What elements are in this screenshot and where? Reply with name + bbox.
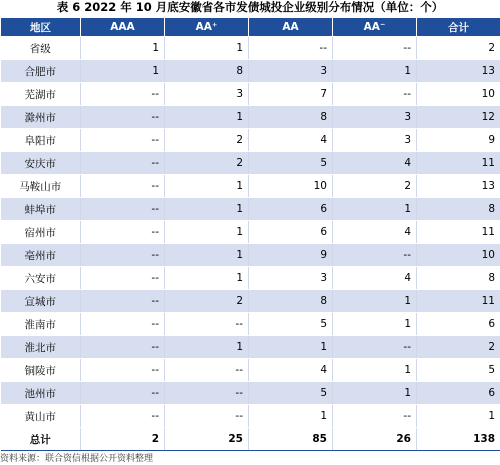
- cell-aa: 4: [249, 359, 333, 382]
- cell-aa: 9: [249, 244, 333, 267]
- cell-aa-minus: 1: [333, 382, 417, 405]
- cell-aaa: 1: [81, 37, 165, 60]
- cell-aa: 10: [249, 175, 333, 198]
- header-region: 地区: [1, 18, 81, 37]
- table-row: [1, 152, 500, 175]
- cell-aa-plus: 2: [165, 290, 249, 313]
- cell-aa-minus: 3: [333, 106, 417, 129]
- table-row: [1, 336, 500, 359]
- cell-total: 9: [417, 129, 500, 152]
- cell-total: 11: [417, 221, 500, 244]
- cell-aa-plus: 2: [165, 152, 249, 175]
- cell-aa-minus: 1: [333, 198, 417, 221]
- total-cell-aa-minus: 26: [333, 428, 417, 451]
- cell-aa-minus: 4: [333, 152, 417, 175]
- cell-aa-plus: --: [165, 382, 249, 405]
- cell-aa-plus: 1: [165, 198, 249, 221]
- cell-aa: 8: [249, 290, 333, 313]
- total-cell-total: 138: [417, 428, 500, 451]
- cell-aa: 4: [249, 129, 333, 152]
- table-row: [1, 129, 500, 152]
- cell-region: 蚌埠市: [1, 198, 81, 221]
- table-caption: 表 6 2022 年 10 月底安徽省各市发债城投企业级别分布情况（单位：个）: [0, 0, 500, 15]
- table-row: [1, 405, 500, 428]
- total-cell-region: 总计: [1, 428, 81, 451]
- cell-region: 芜湖市: [1, 83, 81, 106]
- cell-total: 8: [417, 198, 500, 221]
- cell-total: 5: [417, 359, 500, 382]
- cell-aa-plus: 1: [165, 37, 249, 60]
- cell-aa: 1: [249, 336, 333, 359]
- cell-region: 淮南市: [1, 313, 81, 336]
- cell-aa-minus: --: [333, 244, 417, 267]
- cell-aa-plus: 1: [165, 336, 249, 359]
- cell-aa-minus: 2: [333, 175, 417, 198]
- cell-total: 11: [417, 152, 500, 175]
- cell-aa-minus: 1: [333, 290, 417, 313]
- cell-aa-plus: --: [165, 313, 249, 336]
- source-note: 资料来源：联合资信根据公开资料整理: [0, 453, 500, 465]
- cell-aa-minus: --: [333, 405, 417, 428]
- table-row: [1, 83, 500, 106]
- table-row: [1, 290, 500, 313]
- cell-aa: 3: [249, 60, 333, 83]
- header-total: 合计: [417, 18, 500, 37]
- cell-aa: 1: [249, 405, 333, 428]
- cell-aa-plus: 1: [165, 106, 249, 129]
- cell-aa-plus: 1: [165, 221, 249, 244]
- cell-aaa: --: [81, 336, 165, 359]
- cell-total: 13: [417, 60, 500, 83]
- table-row: [1, 106, 500, 129]
- table-row: [1, 244, 500, 267]
- cell-region: 池州市: [1, 382, 81, 405]
- table-row: [1, 267, 500, 290]
- cell-region: 阜阳市: [1, 129, 81, 152]
- cell-aa-minus: 3: [333, 129, 417, 152]
- cell-aa-minus: --: [333, 37, 417, 60]
- header-aa: AA: [249, 18, 333, 37]
- table-row: [1, 382, 500, 405]
- rating-distribution-table: [0, 17, 500, 451]
- cell-region: 淮北市: [1, 336, 81, 359]
- total-cell-aa-plus: 25: [165, 428, 249, 451]
- cell-aa-plus: 1: [165, 175, 249, 198]
- cell-aaa: --: [81, 198, 165, 221]
- table-row: [1, 313, 500, 336]
- header-aa-minus: AA⁻: [333, 18, 417, 37]
- cell-region: 宣城市: [1, 290, 81, 313]
- cell-aaa: --: [81, 267, 165, 290]
- cell-aa: 8: [249, 106, 333, 129]
- cell-region: 亳州市: [1, 244, 81, 267]
- total-cell-aa: 85: [249, 428, 333, 451]
- cell-total: 6: [417, 382, 500, 405]
- cell-aa-minus: 1: [333, 359, 417, 382]
- cell-total: 11: [417, 290, 500, 313]
- cell-aa-minus: 1: [333, 313, 417, 336]
- cell-aa-plus: --: [165, 359, 249, 382]
- table-row: [1, 60, 500, 83]
- cell-region: 滁州市: [1, 106, 81, 129]
- table-row: [1, 221, 500, 244]
- total-cell-aaa: 2: [81, 428, 165, 451]
- cell-aa: 5: [249, 152, 333, 175]
- cell-aa-minus: 4: [333, 221, 417, 244]
- table-row: [1, 198, 500, 221]
- cell-aaa: --: [81, 359, 165, 382]
- cell-total: 6: [417, 313, 500, 336]
- cell-aa-plus: 8: [165, 60, 249, 83]
- cell-aaa: --: [81, 405, 165, 428]
- cell-aa: 3: [249, 267, 333, 290]
- cell-region: 宿州市: [1, 221, 81, 244]
- cell-aa-plus: 1: [165, 267, 249, 290]
- cell-total: 12: [417, 106, 500, 129]
- cell-aa-minus: 4: [333, 267, 417, 290]
- cell-region: 六安市: [1, 267, 81, 290]
- cell-aaa: --: [81, 244, 165, 267]
- header-aaa: AAA: [81, 18, 165, 37]
- header-aa-plus: AA⁺: [165, 18, 249, 37]
- cell-region: 省级: [1, 37, 81, 60]
- cell-aa: 7: [249, 83, 333, 106]
- cell-total: 2: [417, 336, 500, 359]
- cell-aa: 5: [249, 382, 333, 405]
- cell-aa-plus: 1: [165, 244, 249, 267]
- cell-aa-minus: --: [333, 83, 417, 106]
- cell-aaa: --: [81, 152, 165, 175]
- cell-aa-plus: 3: [165, 83, 249, 106]
- cell-aa: 5: [249, 313, 333, 336]
- cell-region: 安庆市: [1, 152, 81, 175]
- cell-aaa: --: [81, 106, 165, 129]
- cell-total: 10: [417, 244, 500, 267]
- cell-aaa: --: [81, 175, 165, 198]
- cell-region: 马鞍山市: [1, 175, 81, 198]
- table-header-row: [1, 18, 500, 37]
- cell-aa: 6: [249, 198, 333, 221]
- cell-total: 2: [417, 37, 500, 60]
- cell-aaa: --: [81, 290, 165, 313]
- table-row: [1, 37, 500, 60]
- cell-aa: --: [249, 37, 333, 60]
- cell-aa-minus: --: [333, 336, 417, 359]
- cell-aaa: --: [81, 313, 165, 336]
- cell-aa: 6: [249, 221, 333, 244]
- cell-total: 8: [417, 267, 500, 290]
- table-body: [1, 37, 500, 451]
- table-row: [1, 359, 500, 382]
- cell-aa-plus: 2: [165, 129, 249, 152]
- cell-aaa: 1: [81, 60, 165, 83]
- cell-aaa: --: [81, 221, 165, 244]
- cell-aaa: --: [81, 129, 165, 152]
- cell-aa-plus: --: [165, 405, 249, 428]
- cell-aaa: --: [81, 83, 165, 106]
- table-total-row: [1, 428, 500, 451]
- cell-total: 1: [417, 405, 500, 428]
- cell-aa-minus: 1: [333, 60, 417, 83]
- cell-aaa: --: [81, 382, 165, 405]
- cell-total: 10: [417, 83, 500, 106]
- table-row: [1, 175, 500, 198]
- cell-region: 铜陵市: [1, 359, 81, 382]
- cell-region: 黄山市: [1, 405, 81, 428]
- cell-region: 合肥市: [1, 60, 81, 83]
- cell-total: 13: [417, 175, 500, 198]
